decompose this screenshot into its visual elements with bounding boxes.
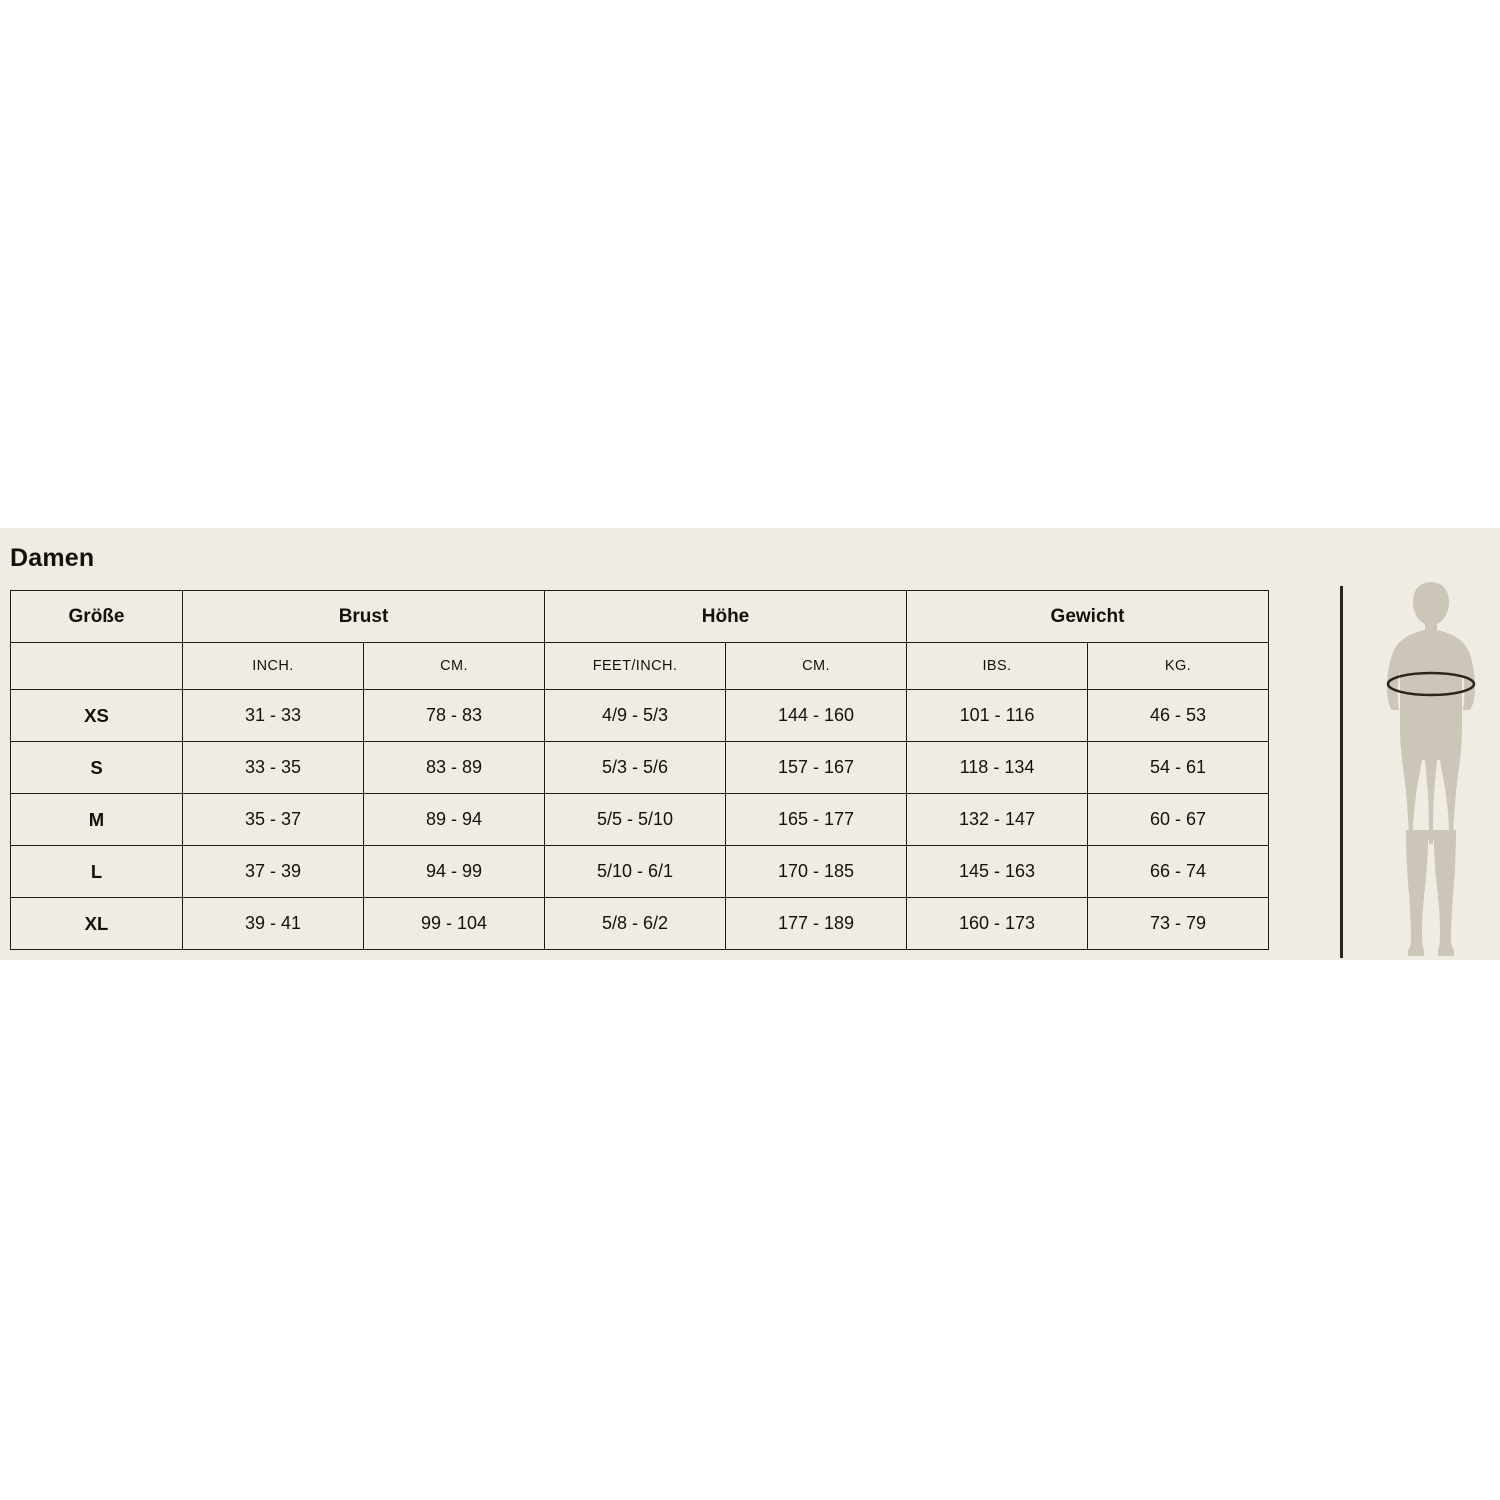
cell-chest-cm: 99 - 104 [364, 898, 545, 950]
cell-chest-cm: 89 - 94 [364, 794, 545, 846]
column-header-weight: Gewicht [907, 591, 1269, 643]
cell-height-cm: 157 - 167 [726, 742, 907, 794]
cell-weight-kg: 66 - 74 [1088, 846, 1269, 898]
height-measure-line [1340, 586, 1343, 958]
cell-height-feetinch: 5/5 - 5/10 [545, 794, 726, 846]
unit-header-height-feetinch: FEET/INCH. [545, 643, 726, 690]
table-row [11, 690, 1269, 742]
table-unit-header-row [11, 643, 1269, 690]
cell-weight-lbs: 145 - 163 [907, 846, 1088, 898]
cell-chest-cm: 83 - 89 [364, 742, 545, 794]
cell-height-cm: 165 - 177 [726, 794, 907, 846]
cell-height-cm: 177 - 189 [726, 898, 907, 950]
column-header-chest: Brust [183, 591, 545, 643]
cell-weight-kg: 46 - 53 [1088, 690, 1269, 742]
unit-header-weight-kg: KG. [1088, 643, 1269, 690]
cell-weight-lbs: 132 - 147 [907, 794, 1088, 846]
size-table [10, 590, 1269, 950]
cell-chest-cm: 94 - 99 [364, 846, 545, 898]
page-title: Damen [10, 544, 95, 572]
unit-header-chest-cm: CM. [364, 643, 545, 690]
cell-chest-inch: 31 - 33 [183, 690, 364, 742]
cell-size: M [11, 794, 183, 846]
cell-height-cm: 144 - 160 [726, 690, 907, 742]
cell-weight-lbs: 160 - 173 [907, 898, 1088, 950]
cell-size: XS [11, 690, 183, 742]
table-group-header-row [11, 591, 1269, 643]
column-header-height: Höhe [545, 591, 907, 643]
cell-weight-lbs: 101 - 116 [907, 690, 1088, 742]
cell-weight-kg: 73 - 79 [1088, 898, 1269, 950]
cell-size: S [11, 742, 183, 794]
cell-height-feetinch: 4/9 - 5/3 [545, 690, 726, 742]
cell-chest-cm: 78 - 83 [364, 690, 545, 742]
table-row [11, 794, 1269, 846]
cell-height-feetinch: 5/3 - 5/6 [545, 742, 726, 794]
unit-header-chest-inch: INCH. [183, 643, 364, 690]
cell-weight-kg: 60 - 67 [1088, 794, 1269, 846]
table-row [11, 742, 1269, 794]
unit-header-blank [11, 643, 183, 690]
cell-chest-inch: 37 - 39 [183, 846, 364, 898]
cell-weight-lbs: 118 - 134 [907, 742, 1088, 794]
cell-chest-inch: 35 - 37 [183, 794, 364, 846]
unit-header-weight-lbs: IBS. [907, 643, 1088, 690]
cell-height-feetinch: 5/10 - 6/1 [545, 846, 726, 898]
cell-height-feetinch: 5/8 - 6/2 [545, 898, 726, 950]
cell-size: L [11, 846, 183, 898]
cell-chest-inch: 39 - 41 [183, 898, 364, 950]
unit-header-height-cm: CM. [726, 643, 907, 690]
cell-chest-inch: 33 - 35 [183, 742, 364, 794]
table-row [11, 898, 1269, 950]
cell-height-cm: 170 - 185 [726, 846, 907, 898]
body-figure [1340, 578, 1490, 960]
cell-size: XL [11, 898, 183, 950]
column-header-size: Größe [11, 591, 183, 643]
cell-weight-kg: 54 - 61 [1088, 742, 1269, 794]
table-row [11, 846, 1269, 898]
female-body-silhouette-icon [1372, 578, 1490, 960]
